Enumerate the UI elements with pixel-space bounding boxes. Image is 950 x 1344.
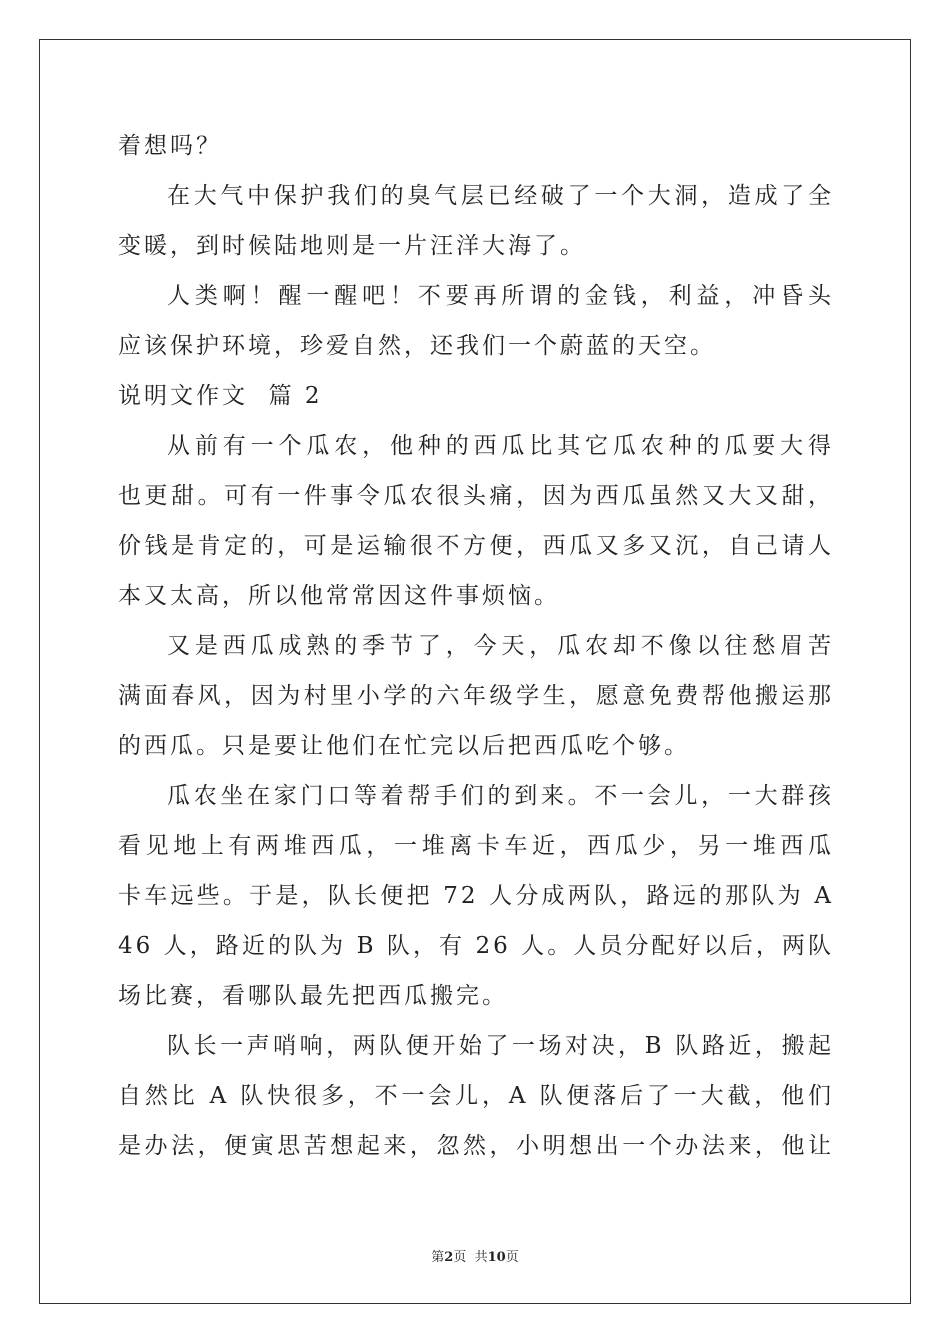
text-line: 本又太高，所以他常常因这件事烦恼。	[118, 583, 560, 609]
text-line: 也更甜。可有一件事令瓜农很头痛，因为西瓜虽然又大又甜，	[118, 483, 834, 509]
text-line: 瓜农坐在家门口等着帮手们的到来。不一会儿，一大群孩	[167, 783, 834, 809]
text-line: 在大气中保护我们的臭气层已经破了一个大洞，造成了全	[167, 183, 834, 209]
text-line: 着想吗？	[118, 133, 222, 159]
text-line: 队长一声哨响，两队便开始了一场对决，B 队路近，搬起	[167, 1033, 834, 1059]
text-line: 场比赛，看哪队最先把西瓜搬完。	[118, 983, 508, 1009]
current-page-number: 2	[444, 1250, 454, 1265]
text-line: 价钱是肯定的，可是运输很不方便，西瓜又多又沉，自己请人	[118, 533, 834, 559]
text-line: 的西瓜。只是要让他们在忙完以后把西瓜吃个够。	[118, 733, 690, 759]
section-heading: 说明文作文 篇 2	[118, 383, 323, 409]
text-line: 自然比 A 队快很多，不一会儿，A 队便落后了一大截，他们	[118, 1083, 834, 1109]
total-pages-number: 10	[487, 1250, 506, 1265]
text-line: 46 人，路近的队为 B 队，有 26 人。人员分配好以后，两队	[118, 933, 834, 959]
text-line: 又是西瓜成熟的季节了，今天，瓜农却不像以往愁眉苦	[167, 633, 834, 659]
text-line: 是办法，便寅思苦想起来，忽然，小明想出一个办法来，他让	[118, 1133, 834, 1159]
footer-prefix: 第	[431, 1250, 445, 1265]
text-line: 应该保护环境，珍爱自然，还我们一个蔚蓝的天空。	[118, 333, 716, 359]
text-line: 满面春风，因为村里小学的六年级学生，愿意免费帮他搬运那	[118, 683, 834, 709]
page-footer	[0, 1246, 950, 1265]
footer-middle: 页 共	[453, 1250, 488, 1265]
text-line: 卡车远些。于是，队长便把 72 人分成两队，路远的那队为 A	[118, 883, 834, 909]
text-line: 从前有一个瓜农，他种的西瓜比其它瓜农种的瓜要大得	[167, 433, 834, 459]
document-body	[118, 121, 834, 1171]
text-line: 变暖，到时候陆地则是一片汪洋大海了。	[118, 233, 586, 259]
footer-suffix: 页	[505, 1250, 519, 1265]
text-line: 人类啊！醒一醒吧！不要再所谓的金钱，利益，冲昏头	[167, 283, 834, 309]
text-line: 看见地上有两堆西瓜，一堆离卡车近，西瓜少，另一堆西瓜	[118, 833, 834, 859]
